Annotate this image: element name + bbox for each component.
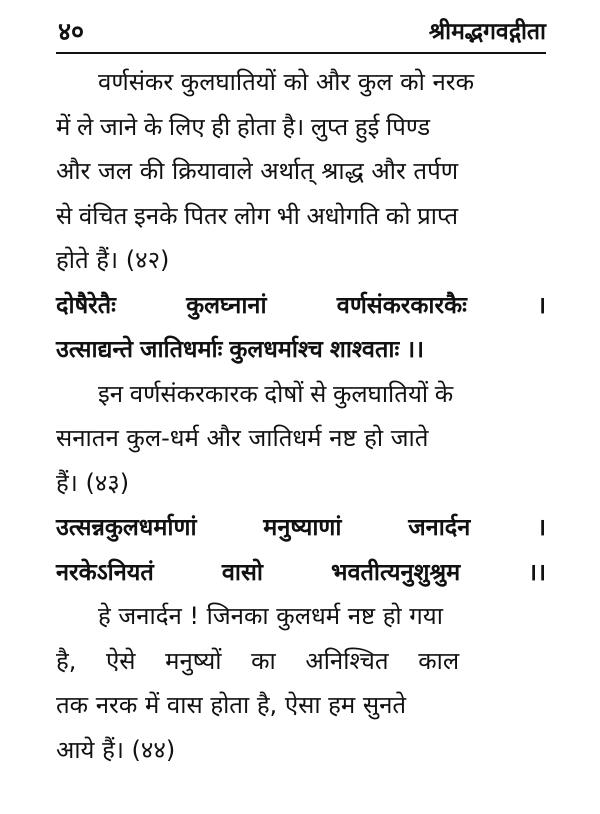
verse-word: जनार्दन: [408, 513, 471, 541]
verse-word: शाश्वताः: [329, 335, 400, 363]
text-line: वर्णसंकर कुलघातियों को और कुल को नरक: [98, 68, 475, 96]
verse-line: [56, 505, 546, 550]
verse-danda: ।: [537, 513, 546, 541]
verse-word: मनुष्याणां: [263, 513, 342, 541]
sanskrit-verse-43: [56, 283, 546, 372]
text-line: हे जनार्दन ! जिनका कुलधर्म नष्ट हो गया: [98, 602, 443, 630]
page-number: ४०: [58, 17, 85, 46]
book-page: [56, 14, 546, 804]
text-line: इन वर्णसंकरकारक दोषों से कुलघातियों के: [98, 379, 454, 408]
verse-word: वासो: [221, 557, 263, 586]
page-header: [56, 14, 546, 54]
text-line: तक नरक में वास होता है, ऐसा हम सुनते: [56, 691, 407, 719]
verse-word: उत्साद्यन्ते: [56, 335, 134, 363]
verse-word: दोषैरेतैः: [56, 290, 116, 319]
running-title: श्रीमद्भगवद्गीता: [428, 19, 546, 45]
text-line: और जल की क्रियावाले अर्थात् श्राद्ध और तर्पण: [56, 157, 459, 185]
verse-word: जातिधर्माः: [140, 335, 223, 363]
commentary-paragraph-44: [56, 594, 546, 772]
verse-danda: ।।: [406, 335, 425, 363]
verse-danda: ।: [537, 290, 546, 319]
verse-line: [56, 550, 546, 595]
text-line: सनातन कुल-धर्म और जातिधर्म नष्ट हो जाते: [56, 424, 429, 452]
commentary-paragraph-43: [56, 372, 546, 506]
text-line: है, ऐसे मनुष्यों का अनिश्चित काल: [56, 646, 460, 675]
verse-word: भवतीत्यनुशुश्रुम: [330, 557, 461, 586]
text-line: से वंचित इनके पितर लोग भी अधोगति को प्राप्त: [56, 201, 459, 230]
verse-line: [56, 327, 546, 372]
verse-word: कुलधर्माश्च: [229, 335, 323, 363]
verse-word: उत्सन्नकुलधर्माणां: [56, 513, 197, 541]
commentary-paragraph-42: [56, 60, 546, 283]
text-line: में ले जाने के लिए ही होता है। लुप्त हुई पिण्ड: [56, 112, 431, 141]
verse-word: वर्णसंकरकारकैः: [336, 290, 467, 319]
verse-word: नरकेऽनियतं: [56, 557, 154, 586]
page-body: [56, 54, 546, 772]
verse-line: [56, 283, 546, 328]
text-line: होते हैं। (४२): [56, 246, 170, 274]
text-line: आये हैं। (४४): [56, 735, 176, 764]
verse-danda: ।।: [528, 557, 546, 586]
verse-word: कुलघ्नानां: [186, 290, 267, 319]
text-line: हैं। (४३): [56, 468, 130, 497]
sanskrit-verse-44: [56, 505, 546, 594]
